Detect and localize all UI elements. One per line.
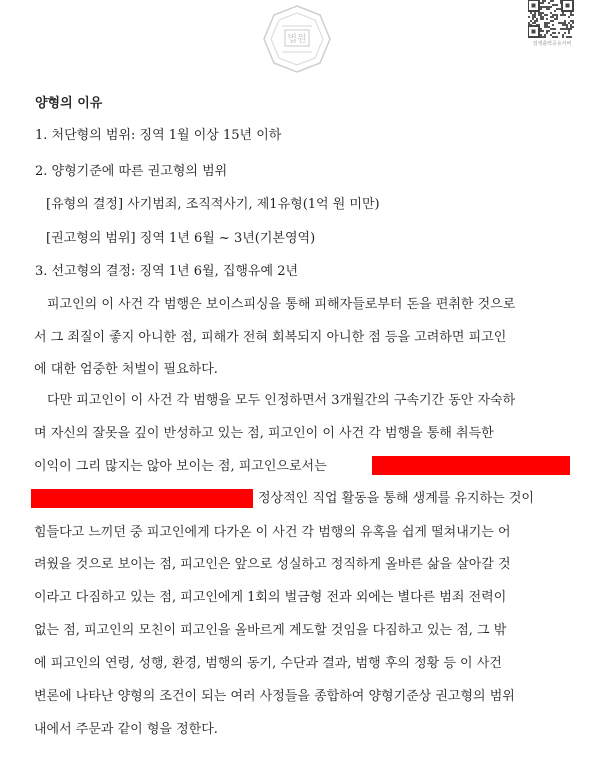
paragraph-line: 에 피고인의 연령, 성행, 환경, 범행의 동기, 수단과 결과, 범행 후의 정황 등 이 사건: [34, 656, 502, 671]
list-item: [유형의 결정] 사기범죄, 조직적사기, 제1유형(1억 원 미만): [46, 197, 380, 212]
qr-code-icon: [528, 0, 574, 38]
qr-caption: 검색출력공유서버: [532, 41, 572, 47]
paragraph-line: 정상적인 직업 활동을 통해 생계를 유지하는 것이: [258, 491, 534, 506]
paragraph-line: 힘들다고 느끼던 중 피고인에게 다가온 이 사건 각 범행의 유혹을 쉽게 떨쳐내기는 어: [34, 525, 511, 540]
paragraph-line: 에 대한 엄중한 처벌이 필요하다.: [34, 362, 218, 377]
court-seal-icon: [262, 4, 332, 74]
list-item: 2. 양형기준에 따른 권고형의 범위: [35, 164, 228, 179]
paragraph-line: 피고인의 이 사건 각 범행은 보이스피싱을 통해 피해자들로부터 돈을 편취한 것으로: [47, 297, 516, 312]
redaction-bar: [31, 489, 253, 508]
paragraph-line: 변론에 나타난 양형의 조건이 되는 여러 사정들을 종합하여 양형기준상 권고형의 범위: [34, 689, 515, 704]
paragraph-line: 내에서 주문과 같이 형을 정한다.: [34, 722, 218, 737]
paragraph-line: 다만 피고인이 이 사건 각 범행을 모두 인정하면서 3개월간의 구속기간 동안 자숙하: [47, 393, 516, 408]
list-item: 3. 선고형의 결정: 징역 1년 6월, 집행유예 2년: [35, 264, 299, 279]
section-title: 양형의 이유: [35, 96, 103, 111]
redaction-bar: [372, 456, 570, 475]
list-item: [권고형의 범위] 징역 1년 6월 ~ 3년(기본영역): [46, 231, 316, 246]
seal-text: 법원: [287, 34, 307, 45]
paragraph-line: 서 그 죄질이 좋지 아니한 점, 피해가 전혀 회복되지 아니한 점 등을 고려하면 피고인: [34, 330, 507, 345]
paragraph-line: 없는 점, 피고인의 모친이 피고인을 올바르게 계도할 것임을 다짐하고 있는 점, 그 밖: [34, 623, 507, 638]
list-item: 1. 처단형의 범위: 징역 1월 이상 15년 이하: [35, 128, 282, 143]
paragraph-line: 며 자신의 잘못을 깊이 반성하고 있는 점, 피고인이 이 사건 각 범행을 통해 취득한: [34, 426, 494, 441]
paragraph-line: 려웠을 것으로 보이는 점, 피고인은 앞으로 성실하고 정직하게 올바른 삶을 살아갈 것: [34, 557, 511, 572]
paragraph-line: 이익이 그리 많지는 않아 보이는 점, 피고인으로서는: [34, 459, 327, 474]
paragraph-line: 이라고 다짐하고 있는 점, 피고인에게 1회의 벌금형 전과 외에는 별다른 범죄 전력이: [34, 590, 507, 605]
